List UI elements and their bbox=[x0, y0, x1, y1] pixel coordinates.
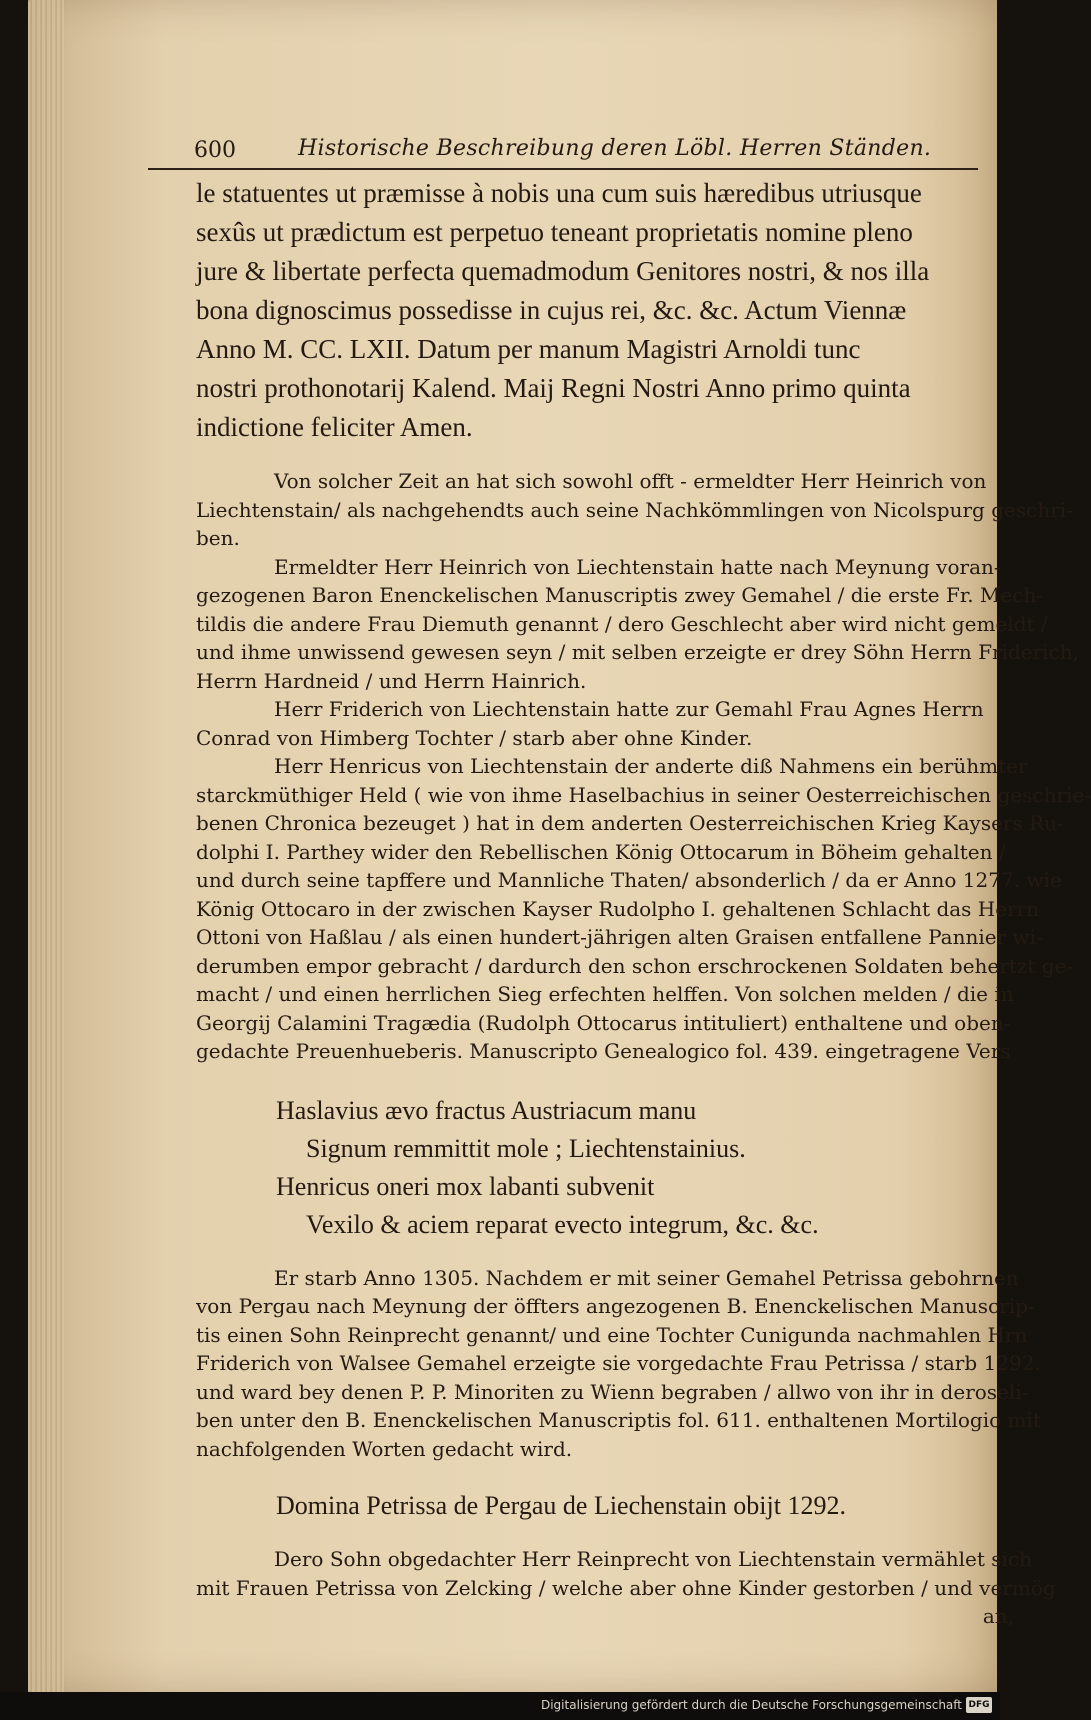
text-line: Von solcher Zeit an hat sich sowohl offt - ermeldter Herr Heinrich von bbox=[274, 469, 987, 493]
paragraph-heinrich-wives bbox=[196, 553, 1080, 696]
text-line: und ward bey denen P. P. Minoriten zu Wienn begraben / allwo von ihr in deroseli- bbox=[196, 1379, 1029, 1404]
latin-verse bbox=[276, 1092, 1016, 1244]
dfg-logo-icon: DFG bbox=[966, 1697, 992, 1713]
text-line: nostri prothonotarij Kalend. Maij Regni Nostri Anno primo quinta bbox=[196, 373, 911, 403]
text-line: Ermeldter Herr Heinrich von Liechtenstain hatte nach Meynung voran- bbox=[274, 554, 1001, 579]
text-line: Friderich von Walsee Gemahel erzeigte sie vorgedachte Frau Petrissa / starb 1292. bbox=[196, 1351, 1041, 1375]
page-number: 600 bbox=[194, 138, 236, 163]
paragraph-reinprecht bbox=[196, 1545, 1056, 1631]
text-line: und ihme unwissend gewesen seyn / mit selben erzeigte er drey Söhn Herrn Friderich, bbox=[196, 640, 1080, 664]
page-edge-decoration bbox=[28, 0, 64, 1692]
text-line: dolphi I. Parthey wider den Rebellischen König Ottocarum in Böheim gehalten / bbox=[196, 839, 1006, 864]
verse-line: Haslavius ævo fractus Austriacum manu bbox=[276, 1095, 697, 1125]
verse-line: Signum remmittit mole ; Liechtenstainius. bbox=[306, 1133, 746, 1163]
text-line: tis einen Sohn Reinprecht genannt/ und eine Tochter Cunigunda nachmahlen Hrn bbox=[196, 1322, 1028, 1347]
verse-line: Vexilo & aciem reparat evecto integrum, &c. &c. bbox=[306, 1209, 819, 1239]
text-line: Anno M. CC. LXII. Datum per manum Magistri Arnoldi tunc bbox=[196, 334, 861, 364]
text-line: gedachte Preuenhueberis. Manuscripto Genealogico fol. 439. eingetragene Vers bbox=[196, 1039, 1011, 1063]
text-line: ben unter den B. Enenckelischen Manuscriptis fol. 611. enthaltenen Mortilogio mit bbox=[196, 1408, 1041, 1432]
book-page bbox=[28, 0, 1091, 1692]
text-line: König Ottocaro in der zwischen Kayser Rudolpho I. gehaltenen Schlacht das Herrn bbox=[196, 896, 1040, 921]
text-line: von Pergau nach Meynung der öffters angezogenen B. Enenckelischen Manuscrip- bbox=[196, 1294, 1035, 1318]
text-line: indictione feliciter Amen. bbox=[196, 412, 473, 442]
running-head bbox=[148, 132, 978, 170]
text-line: Er starb Anno 1305. Nachdem er mit seiner Gemahel Petrissa gebohrnen bbox=[274, 1265, 1019, 1290]
verse-line: Henricus oneri mox labanti subvenit bbox=[276, 1171, 655, 1201]
text-line: gezogenen Baron Enenckelischen Manuscriptis zwey Gemahel / die erste Fr. Mech- bbox=[196, 583, 1044, 607]
text-line: Herrn Hardneid / und Herrn Hainrich. bbox=[196, 668, 587, 693]
text-line: nachfolgenden Worten gedacht wird. bbox=[196, 1436, 573, 1461]
text-line: macht / und einen herrlichen Sieg erfechten helffen. Von solchen melden / die in bbox=[196, 982, 1014, 1006]
text-line: mit Frauen Petrissa von Zelcking / welche aber ohne Kinder gestorben / und vermög bbox=[196, 1575, 1056, 1600]
text-line: Liechtenstain/ als nachgehendts auch seine Nachkömmlingen von Nicolspurg geschri- bbox=[196, 497, 1073, 522]
text-line: derumben empor gebracht / dardurch den schon erschrockenen Soldaten behertzt ge- bbox=[196, 953, 1074, 978]
catchword: an, bbox=[982, 1604, 1014, 1628]
text-line: Herr Henricus von Liechtenstain der anderte diß Nahmens ein berühmter bbox=[274, 754, 1028, 778]
text-line: jure & libertate perfecta quemadmodum Genitores nostri, & nos illa bbox=[196, 256, 930, 286]
text-line: tildis die andere Frau Diemuth genannt / dero Geschlecht aber wird nicht gemeldt / bbox=[196, 611, 1048, 636]
text-line: sexûs ut prædictum est perpetuo teneant proprietatis nomine pleno bbox=[196, 217, 913, 247]
text-line: und durch seine tapffere und Mannliche Thaten/ absonderlich / da er Anno 1277. wie bbox=[196, 868, 1062, 892]
latin-charter-text bbox=[196, 174, 1026, 447]
paragraph-henricus bbox=[196, 752, 1091, 1066]
text-line: le statuentes ut præmisse à nobis una cum suis hæredibus utriusque bbox=[196, 178, 922, 208]
text-line: Herr Friderich von Liechtenstain hatte zur Gemahl Frau Agnes Herrn bbox=[274, 697, 984, 721]
text-line: Ottoni von Haßlau / als einen hundert-jährigen alten Graisen entfallene Pannier wi- bbox=[196, 925, 1043, 949]
text-line: ben. bbox=[196, 526, 240, 550]
text-line: bona dignoscimus possedisse in cujus rei, &c. &c. Actum Viennæ bbox=[196, 295, 907, 325]
paragraph-signature bbox=[196, 467, 1073, 553]
page-content bbox=[148, 132, 1091, 1672]
text-line: starckmüthiger Held ( wie von ihme Haselbachius in seiner Oesterreichischen geschrie- bbox=[196, 782, 1091, 807]
digitization-footer bbox=[0, 1692, 1000, 1720]
running-title: Historische Beschreibung deren Löbl. Herren Ständen. bbox=[298, 136, 932, 161]
text-line: benen Chronica bezeuget ) hat in dem anderten Oesterreichischen Krieg Kaysers Ru- bbox=[196, 811, 1064, 835]
text-line: Georgij Calamini Tragædia (Rudolph Ottocarus intituliert) enthaltene und oben- bbox=[196, 1010, 1011, 1035]
text-line: Conrad von Himberg Tochter / starb aber ohne Kinder. bbox=[196, 725, 753, 750]
text-line: Dero Sohn obgedachter Herr Reinprecht von Liechtenstain vermählet sich bbox=[274, 1547, 1032, 1571]
funding-notice: Digitalisierung gefördert durch die Deutsche Forschungsgemeinschaft bbox=[540, 1698, 962, 1712]
epitaph-line: Domina Petrissa de Pergau de Liechenstain obijt 1292. bbox=[276, 1491, 846, 1520]
paragraph-friderich bbox=[196, 695, 1026, 752]
paragraph-death bbox=[196, 1264, 1041, 1464]
